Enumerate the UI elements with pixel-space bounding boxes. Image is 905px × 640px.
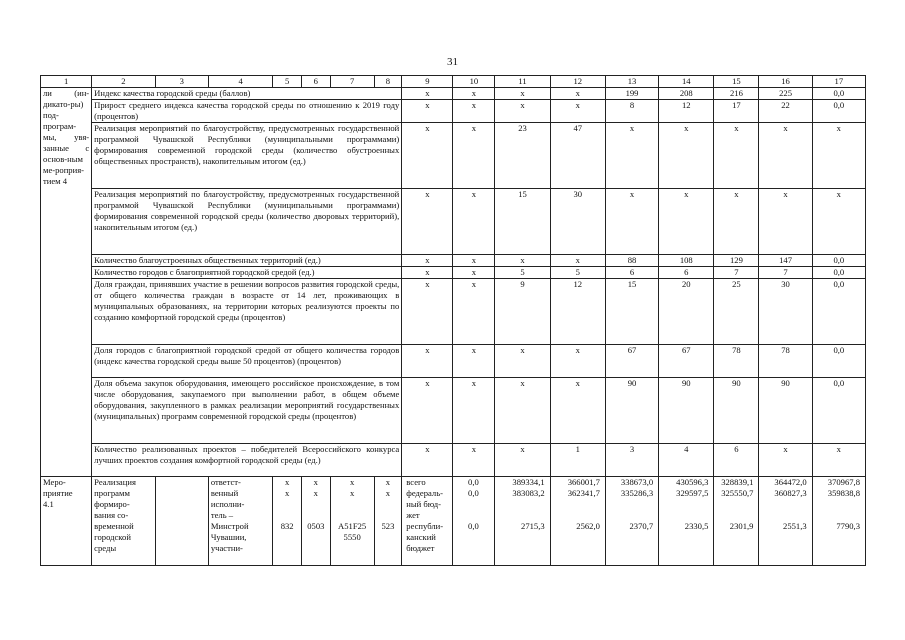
header-row — [41, 76, 866, 88]
indicator-value: 129 — [714, 255, 759, 267]
indicator-value: 0,0 — [812, 378, 865, 444]
indicator-value: 47 — [550, 123, 605, 189]
column-number: 8 — [374, 76, 402, 88]
funding-amounts — [453, 477, 495, 566]
indicator-value: 0,0 — [812, 88, 865, 100]
gov-code — [273, 477, 302, 566]
funding-amount: 383083,2 — [512, 488, 545, 498]
column-number: 11 — [495, 76, 550, 88]
event-executor-line: тель – — [210, 510, 234, 520]
funding-amount: 370967,8 — [827, 477, 860, 487]
column-number: 17 — [812, 76, 865, 88]
target-code-value: A51F25 5550 — [338, 521, 367, 542]
indicator-value: 208 — [659, 88, 714, 100]
page-number: 31 — [447, 56, 458, 68]
section-code-value: x — [313, 488, 318, 498]
indicator-value: x — [402, 189, 453, 255]
indicator-value: 0,0 — [812, 279, 865, 345]
event-label-line: приятие — [43, 488, 73, 498]
indicator-value: 0,0 — [812, 267, 865, 279]
indicator-value: 67 — [605, 345, 658, 378]
indicator-value: 90 — [759, 378, 812, 444]
indicator-description: Доля городов с благоприятной городской средой от общего количества городов (индекс качества городской среды выше 50 процентов) (процентов) — [92, 345, 402, 378]
indicator-value: 7 — [759, 267, 812, 279]
indicator-value: x — [453, 100, 495, 123]
column-number: 6 — [301, 76, 330, 88]
funding-sources — [402, 477, 453, 566]
funding-amount: 0,0 — [468, 521, 479, 531]
funding-amount: 328839,1 — [721, 477, 754, 487]
section-code-value: x — [313, 477, 318, 487]
indicator-row — [41, 345, 866, 378]
indicator-row — [41, 378, 866, 444]
indicator-row — [41, 279, 866, 345]
indicator-description: Доля объема закупок оборудования, имеющего российское происхождение, в том числе оборудования, закупаемого при выполнении работ, в общем объеме оборудования, закупленного в рамках реализации мероприятий государственных (муниципальных) программ современной городской среды (процентов) — [92, 378, 402, 444]
indicator-row — [41, 123, 866, 189]
event-name-line: Реализация — [94, 477, 136, 487]
column-number: 1 — [41, 76, 92, 88]
event-executor-line: Минстрой — [210, 521, 249, 531]
funding-amounts — [812, 477, 865, 566]
indicator-value: 1 — [550, 444, 605, 477]
event-label-line: 4.1 — [43, 499, 54, 509]
column-number: 3 — [155, 76, 208, 88]
funding-amounts — [495, 477, 550, 566]
expense-code-value: x — [385, 477, 391, 487]
indicator-value: 0,0 — [812, 345, 865, 378]
funding-amount: 389334,1 — [512, 477, 545, 487]
event-row — [41, 477, 866, 566]
funding-amounts — [714, 477, 759, 566]
indicator-value: 15 — [495, 189, 550, 255]
indicator-value: x — [812, 123, 865, 189]
indicator-description: Индекс качества городской среды (баллов) — [92, 88, 402, 100]
indicator-value: 88 — [605, 255, 658, 267]
indicator-value: x — [453, 378, 495, 444]
funding-amount: 0,0 — [468, 477, 479, 487]
column-number: 13 — [605, 76, 658, 88]
target-code — [330, 477, 374, 566]
indicator-value: x — [812, 444, 865, 477]
event-executor-line: исполни- — [210, 499, 245, 509]
indicator-value: x — [453, 189, 495, 255]
indicator-value: 6 — [714, 444, 759, 477]
event-name-line: среды — [94, 543, 117, 553]
event-executor-line: участни- — [210, 543, 243, 553]
indicator-description: Реализация мероприятий по благоустройству, предусмотренных государственной программой Чувашской Республики (муниципальными программами) формирования современной городской среды (количество обустроенных общественных пространств), накопительным итогом (ед.) — [92, 123, 402, 189]
indicator-value: x — [495, 444, 550, 477]
funding-amounts — [759, 477, 812, 566]
indicator-description: Количество благоустроенных общественных территорий (ед.) — [92, 255, 402, 267]
group-label: ли (ин-дикато-ры) под-програм-мы, увя-занные с основ-ным ме-роприя-тием 4 — [41, 88, 92, 477]
funding-amount: 338673,0 — [620, 477, 654, 487]
funding-amount: 359838,8 — [827, 488, 860, 498]
indicator-value: 17 — [714, 100, 759, 123]
column-number: 9 — [402, 76, 453, 88]
funding-amount: 329597,5 — [676, 488, 709, 498]
funding-source: всего — [406, 477, 426, 487]
indicator-value: x — [605, 189, 658, 255]
indicator-value: x — [453, 345, 495, 378]
indicator-row — [41, 267, 866, 279]
indicator-value: 4 — [659, 444, 714, 477]
funding-amount: 2301,9 — [729, 521, 754, 531]
funding-amount: 335286,3 — [620, 488, 654, 498]
event-name-line: временной — [94, 521, 134, 531]
event-executor-line: венный — [210, 488, 239, 498]
indicator-row — [41, 444, 866, 477]
indicator-value: 0,0 — [812, 100, 865, 123]
indicator-value: 90 — [659, 378, 714, 444]
target-code-value: x — [349, 477, 355, 487]
column-number: 10 — [453, 76, 495, 88]
indicator-value: x — [759, 123, 812, 189]
expense-code — [374, 477, 402, 566]
indicator-value: x — [453, 255, 495, 267]
indicator-value: x — [402, 100, 453, 123]
event-name-line: вания со- — [94, 510, 129, 520]
indicator-value: 78 — [714, 345, 759, 378]
funding-amount: 0,0 — [468, 488, 479, 498]
indicator-description: Прирост среднего индекса качества городской среды по отношению к 2019 году (процентов) — [92, 100, 402, 123]
indicator-value: x — [402, 267, 453, 279]
indicator-row — [41, 100, 866, 123]
indicator-value: x — [402, 444, 453, 477]
column-number: 7 — [330, 76, 374, 88]
indicator-value: 30 — [550, 189, 605, 255]
gov-code-value: 832 — [280, 521, 294, 531]
funding-amount: 2715,3 — [521, 521, 545, 531]
event-name-line: формиро- — [94, 499, 130, 509]
indicator-value: 225 — [759, 88, 812, 100]
indicator-value: x — [453, 279, 495, 345]
indicator-value: x — [550, 88, 605, 100]
indicator-row — [41, 255, 866, 267]
funding-amount: 2562,0 — [576, 521, 600, 531]
indicator-value: x — [550, 378, 605, 444]
funding-amounts — [659, 477, 714, 566]
indicator-value: 22 — [759, 100, 812, 123]
indicator-value: 90 — [714, 378, 759, 444]
indicator-value: 8 — [605, 100, 658, 123]
gov-code-value: x — [285, 477, 290, 487]
funding-amount: 7790,3 — [836, 521, 860, 531]
indicator-value: 20 — [659, 279, 714, 345]
indicator-value: x — [759, 189, 812, 255]
empty-cell — [155, 477, 208, 566]
indicator-value: x — [402, 88, 453, 100]
indicator-value: 25 — [714, 279, 759, 345]
indicator-description: Доля граждан, принявших участие в решении вопросов развития городской среды, от общего количества граждан в возрасте от 14 лет, проживающих в муниципальных образованиях, на территории которых реализуются проекты по созданию комфортной городской среды (процентов) — [92, 279, 402, 345]
indicator-value: x — [659, 123, 714, 189]
column-number: 5 — [273, 76, 302, 88]
funding-amounts — [550, 477, 605, 566]
indicator-description: Количество городов с благоприятной городской средой (ед.) — [92, 267, 402, 279]
indicator-value: x — [714, 123, 759, 189]
indicator-value: 5 — [550, 267, 605, 279]
indicator-value: x — [759, 444, 812, 477]
indicator-value: 30 — [759, 279, 812, 345]
indicator-row — [41, 88, 866, 100]
funding-amounts — [605, 477, 658, 566]
event-name-line: программ — [94, 488, 130, 498]
indicator-value: x — [453, 123, 495, 189]
funding-amount: 2551,3 — [783, 521, 807, 531]
indicator-value: x — [550, 345, 605, 378]
indicator-value: x — [453, 444, 495, 477]
funding-source: федераль-ный бюд-жет — [406, 488, 443, 520]
indicator-value: x — [495, 88, 550, 100]
indicator-value: 23 — [495, 123, 550, 189]
indicator-value: x — [402, 345, 453, 378]
indicator-value: x — [714, 189, 759, 255]
expense-code-value: x — [385, 488, 391, 498]
expense-code-value: 523 — [381, 521, 395, 531]
indicator-value: 0,0 — [812, 255, 865, 267]
funding-source: республи-канский бюджет — [406, 521, 444, 553]
indicator-value: 6 — [605, 267, 658, 279]
indicators-table — [40, 75, 866, 566]
target-code-value: x — [349, 488, 355, 498]
funding-amount: 362341,7 — [567, 488, 600, 498]
column-number: 14 — [659, 76, 714, 88]
indicator-value: x — [402, 123, 453, 189]
event-executor-line: ответст- — [210, 477, 241, 487]
funding-amount: 2330,5 — [684, 521, 709, 531]
indicator-value: 90 — [605, 378, 658, 444]
indicator-value: x — [495, 345, 550, 378]
indicator-value: x — [402, 255, 453, 267]
section-code-value: 0503 — [307, 521, 325, 531]
indicator-value: x — [495, 255, 550, 267]
event-executor — [208, 477, 272, 566]
funding-amount: 2370,7 — [629, 521, 654, 531]
column-number: 12 — [550, 76, 605, 88]
indicator-value: x — [495, 100, 550, 123]
indicator-value: x — [550, 100, 605, 123]
funding-amount: 325550,7 — [721, 488, 754, 498]
indicator-row — [41, 189, 866, 255]
column-number: 16 — [759, 76, 812, 88]
indicator-value: x — [812, 189, 865, 255]
event-label — [41, 477, 92, 566]
indicator-value: 108 — [659, 255, 714, 267]
indicator-value: 7 — [714, 267, 759, 279]
event-executor-line: Чувашии, — [210, 532, 247, 542]
gov-code-value: x — [285, 488, 290, 498]
indicator-value: x — [453, 267, 495, 279]
indicator-description: Реализация мероприятий по благоустройству, предусмотренных государственной программой Чувашской Республики (муниципальными программами) формирования современной городской среды (количество дворовых территорий), накопительным итогом (ед.) — [92, 189, 402, 255]
indicator-value: x — [605, 123, 658, 189]
indicator-value: 147 — [759, 255, 812, 267]
indicator-value: x — [453, 88, 495, 100]
column-number: 2 — [92, 76, 155, 88]
indicator-value: x — [659, 189, 714, 255]
indicator-value: 12 — [550, 279, 605, 345]
column-number: 15 — [714, 76, 759, 88]
column-number: 4 — [208, 76, 272, 88]
indicator-value: x — [495, 378, 550, 444]
indicator-value: 15 — [605, 279, 658, 345]
indicator-description: Количество реализованных проектов – победителей Всероссийского конкурса лучших проектов создания комфортной городской среды (ед.) — [92, 444, 402, 477]
funding-amount: 430596,3 — [676, 477, 709, 487]
event-label-line: Меро- — [43, 477, 66, 487]
indicator-value: x — [402, 279, 453, 345]
indicator-value: 6 — [659, 267, 714, 279]
indicator-value: 199 — [605, 88, 658, 100]
indicator-value: 12 — [659, 100, 714, 123]
event-name — [92, 477, 155, 566]
funding-amount: 364472,0 — [774, 477, 807, 487]
section-code — [301, 477, 330, 566]
funding-amount: 366001,7 — [567, 477, 600, 487]
indicator-value: 9 — [495, 279, 550, 345]
indicator-value: x — [402, 378, 453, 444]
indicator-value: 5 — [495, 267, 550, 279]
indicator-value: 216 — [714, 88, 759, 100]
indicator-value: 78 — [759, 345, 812, 378]
indicator-value: x — [550, 255, 605, 267]
indicator-value: 3 — [605, 444, 658, 477]
funding-amount: 360827,3 — [774, 488, 807, 498]
indicator-value: 67 — [659, 345, 714, 378]
event-name-line: городской — [94, 532, 131, 542]
